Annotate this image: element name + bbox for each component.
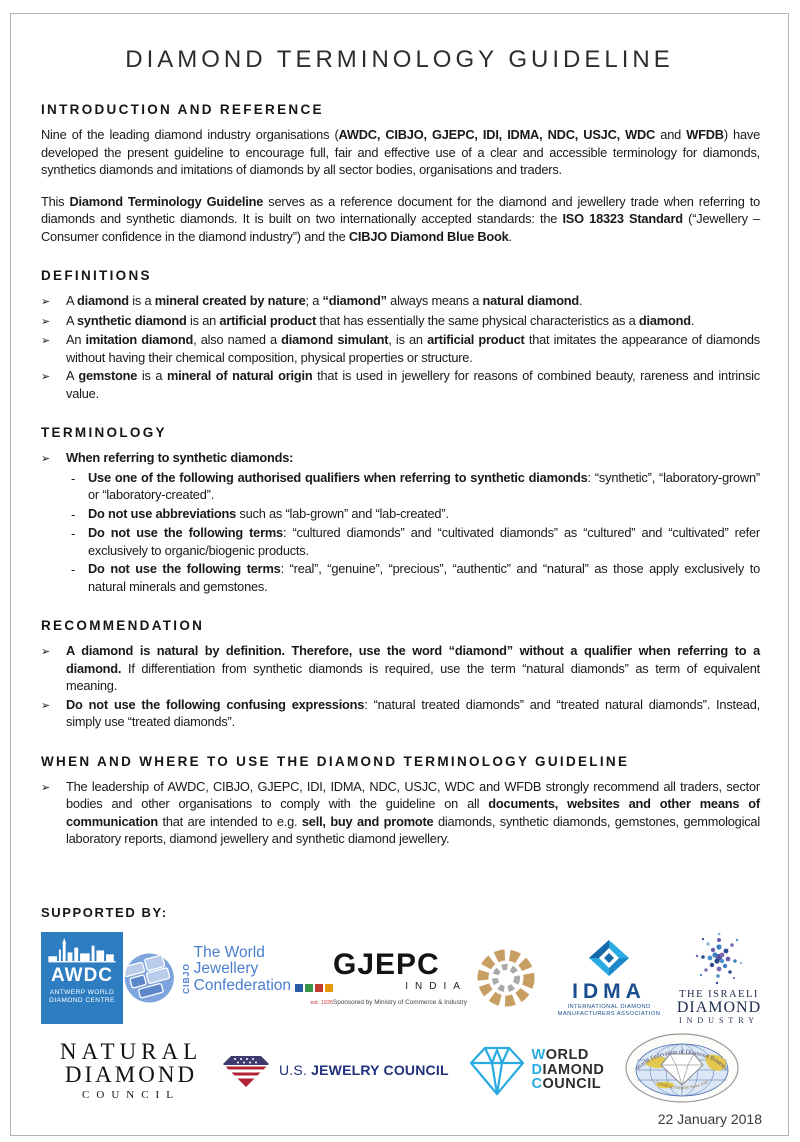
bold-text-run: mineral of natural origin <box>166 368 313 383</box>
text-run: that are intended to e.g. <box>157 813 302 829</box>
israeli-line1: THE ISRAELI <box>679 989 759 1000</box>
text-run: and <box>655 127 687 142</box>
page-title: DIAMOND TERMINOLOGY GUIDELINE <box>125 46 674 73</box>
bullet-item <box>41 367 760 402</box>
section-terminology <box>41 425 760 595</box>
logo-cibjo <box>123 945 333 1012</box>
wfdb-arc-bottom-text: Upholding Integrity Since 1947 <box>654 1078 710 1090</box>
section-heading: INTRODUCTION AND REFERENCE <box>41 102 324 117</box>
sub-bullet-text <box>88 560 760 595</box>
israeli-line2: DIAMOND <box>676 999 762 1016</box>
wdc-l1-initial: W <box>531 1047 546 1064</box>
text-run: . <box>690 312 695 328</box>
cibjo-est-text: est. 1926 <box>310 1000 333 1006</box>
bold-text-run: WFDB <box>686 127 724 142</box>
text-run: , is an <box>388 332 428 347</box>
antwerp-skyline-icon <box>48 938 116 963</box>
bullet-marker: ➢ <box>41 295 51 308</box>
bullet-marker: ➢ <box>41 780 51 794</box>
bullet-text <box>66 696 760 731</box>
logo-world-diamond-council <box>468 1042 605 1098</box>
bold-text-run: imitation diamond <box>85 332 194 347</box>
text-run: , also named a <box>193 332 282 347</box>
idma-wordmark: IDMA <box>572 979 646 1003</box>
sub-bullet-marker: - <box>71 562 76 577</box>
bold-text-run: CIBJO Diamond Blue Book <box>348 228 509 244</box>
text-run: : “natural treated diamonds” and “treated natural diamonds”. Instead, simply use “treated diamonds”. <box>66 696 760 729</box>
bullet-marker: ➢ <box>41 698 51 712</box>
gjepc-emblem-icon <box>475 947 537 1009</box>
sub-bullet-item <box>71 524 760 559</box>
bold-text-run: diamond <box>638 312 691 328</box>
bold-text-run: A diamond is natural by definition. Therefore, use the word “diamond” without a qualifier when referring to a diamond. <box>66 643 760 676</box>
bullet-text <box>66 331 760 366</box>
text-run: ) have developed the present guideline to encourage full, fair and effective use of a clear and accessible terminology for diamonds, synthetics diamonds and imitations of diamonds by all sector bodies, organisations and traders. <box>41 127 760 177</box>
text-run: that imitates the appearance of diamonds without having their chemical composition, physical properties or structure. <box>66 332 760 365</box>
cibjo-globe-icon <box>123 950 176 1006</box>
wdc-l2-initial: D <box>531 1061 543 1078</box>
text-run: A <box>66 293 77 308</box>
text-run: is an <box>186 312 220 328</box>
bullet-marker: ➢ <box>41 370 51 383</box>
text-run: that is used in jewellery for reasons of combined beauty, rareness and intrinsic value. <box>66 368 760 401</box>
bullet-text <box>66 312 760 331</box>
logo-us-jewelry-council <box>221 1051 449 1089</box>
wfdb-arc-top-text: World Federation of Diamond Bourses <box>634 1048 730 1072</box>
logo-israeli-diamond <box>673 931 765 1025</box>
text-run: : “real”, “genuine”, “precious”, “authentic” and “natural” as those apply exclusively to natural minerals and gemstones. <box>88 561 760 594</box>
bold-text-run: “diamond” <box>322 293 387 308</box>
gjepc-india-text: INDIA <box>405 981 467 992</box>
section-heading: TERMINOLOGY <box>41 425 167 440</box>
sub-bullet-marker: - <box>71 470 76 486</box>
text-run: . <box>579 293 583 308</box>
section-definitions <box>41 268 760 402</box>
text-run: is a <box>128 293 155 308</box>
cibjo-wordmark <box>194 945 333 1012</box>
logo-wfdb <box>623 1032 743 1109</box>
bold-text-run: Use one of the following authorised qualifiers when referring to synthetic diamonds <box>88 469 588 485</box>
bold-text-run: Diamond Terminology Guideline <box>69 193 264 209</box>
wdc-l2-rest: IAMOND <box>542 1061 605 1078</box>
usjc-wordmark <box>279 1062 449 1078</box>
israeli-line3: INDUSTRY <box>678 1016 759 1025</box>
text-run: If differentiation from synthetic diamonds is required, use the term “natural diamonds” as term of equivalent meaning. <box>66 660 760 693</box>
bullet-item <box>41 696 760 731</box>
sections <box>11 102 788 848</box>
bold-text-run: mineral created by nature <box>154 293 306 308</box>
bold-text-run: Do not use the following terms <box>88 561 281 576</box>
document-date: 22 January 2018 <box>657 1111 762 1127</box>
bold-text-run: diamond simulant <box>281 332 389 347</box>
bold-text-run: diamond <box>77 293 129 308</box>
footer <box>41 905 762 1127</box>
israeli-diamond-star-icon <box>686 931 752 989</box>
text-run: (“Jewellery – Consumer confidence in the diamond industry”) and the <box>41 211 760 244</box>
bold-text-run: Do not use the following confusing expressions <box>66 696 365 712</box>
bullet-marker: ➢ <box>41 452 51 465</box>
usjc-name: JEWELRY COUNCIL <box>311 1062 449 1078</box>
usjc-prefix: U.S. <box>279 1062 308 1078</box>
logo-gjepc <box>333 947 545 1009</box>
us-flag-diamond-icon <box>221 1051 271 1089</box>
wdc-wordmark <box>532 1048 605 1092</box>
cibjo-color-squares-icon <box>295 984 333 992</box>
bullet-text <box>66 449 760 468</box>
bullet-marker: ➢ <box>41 314 51 328</box>
text-run: A <box>66 312 77 328</box>
text-run: . <box>508 228 512 244</box>
bullet-item <box>41 449 760 468</box>
text-run: An <box>66 332 86 347</box>
idma-diamond-icon <box>587 939 631 977</box>
text-run: This <box>41 193 70 209</box>
sub-bullet-text <box>88 469 760 504</box>
logo-natural-diamond-council <box>60 1040 202 1101</box>
bullet-text <box>66 367 760 402</box>
bold-text-run: Do not use the following terms <box>88 525 283 540</box>
logo-row-2 <box>41 1033 762 1107</box>
awdc-wordmark: AWDC <box>50 965 114 986</box>
bullet-marker: ➢ <box>41 334 51 347</box>
text-run: A <box>66 368 79 383</box>
logo-row-1 <box>41 929 762 1027</box>
text-run: The leadership of AWDC, CIBJO, GJEPC, IDI, IDMA, NDC, USJC, WDC and WFDB strongly recommend all traders, sector bodies and other organisations to comply with the guideline on all <box>66 778 760 811</box>
text-run: : “cultured diamonds” and “cultivated diamonds” as “cultured” and “cultivated” refer exclusively to organic/biogenic products. <box>88 525 760 558</box>
text-run: ; a <box>305 293 323 308</box>
sub-bullet-item <box>71 560 760 595</box>
cibjo-line2: Confederation <box>193 976 291 994</box>
bold-text-run: gemstone <box>78 368 138 383</box>
bold-text-run: AWDC, CIBJO, GJEPC, IDI, IDMA, NDC, USJC, WDC <box>338 127 656 142</box>
cibjo-line1: The World Jewellery <box>193 943 265 977</box>
bold-text-run: documents, websites and other means of communication <box>66 796 760 829</box>
bold-text-run: Do not use abbreviations <box>88 505 237 521</box>
text-run: : “synthetic”, “laboratory-grown” or “laboratory-created”. <box>88 469 760 502</box>
text-run: diamonds, synthetic diamonds, gemstones, gemmological laboratory reports, diamond jewellery and synthetic diamond jewellery. <box>66 813 760 846</box>
bullet-marker: ➢ <box>41 645 51 658</box>
section-when-and-where <box>41 754 760 848</box>
text-run: serves as a reference document for the diamond and jewellery trade when referring to diamonds and synthetic diamonds. It is built on two internationally accepted standards: the <box>41 193 760 226</box>
sub-bullet-text <box>88 505 760 524</box>
wdc-l3-rest: OUNCIL <box>542 1076 602 1093</box>
idma-subtext: INTERNATIONAL DIAMOND MANUFACTURERS ASSOCIATION <box>557 1003 661 1017</box>
bold-text-run: ISO 18323 Standard <box>562 211 683 226</box>
bold-text-run: artificial product <box>427 332 525 347</box>
sub-bullet-item <box>71 469 760 504</box>
ndc-line2: DIAMOND <box>64 1061 198 1087</box>
bold-text-run: synthetic diamond <box>77 312 187 328</box>
paragraph <box>41 193 760 246</box>
bullet-item <box>41 642 760 695</box>
bullet-text <box>66 642 760 695</box>
wdc-diamond-outline-icon <box>468 1042 526 1098</box>
sub-bullet-marker: - <box>71 506 76 522</box>
ndc-line3: COUNCIL <box>82 1088 180 1101</box>
section-heading: RECOMMENDATION <box>41 618 205 633</box>
text-run: Nine of the leading diamond industry organisations ( <box>41 127 339 142</box>
bullet-text <box>66 778 760 848</box>
bullet-text <box>66 292 760 311</box>
wfdb-emblem-icon <box>623 1032 741 1104</box>
cibjo-vertical-wordmark: CIBJO <box>180 962 191 994</box>
bullet-item <box>41 312 760 331</box>
bullet-item <box>41 778 760 848</box>
gjepc-tagline: Sponsored by Ministry of Commerce & Industry <box>333 999 467 1006</box>
bold-text-run: sell, buy and promote <box>301 813 434 829</box>
text-run: always means a <box>386 293 483 308</box>
text-run: such as “lab-grown” and “lab-created”. <box>236 505 449 521</box>
logo-awdc <box>41 932 123 1024</box>
text-run: is a <box>137 368 167 383</box>
gjepc-wordmark: GJEPC <box>333 948 440 981</box>
bold-text-run: artificial product <box>219 312 317 328</box>
logo-idma <box>545 939 673 1018</box>
awdc-subtext: ANTWERP WORLD DIAMOND CENTRE <box>49 989 115 1004</box>
paragraph <box>41 126 760 179</box>
supported-by-label: SUPPORTED BY: <box>41 905 168 920</box>
bold-text-run: When referring to synthetic diamonds: <box>66 450 294 465</box>
text-run: that has essentially the same physical characteristics as a <box>316 312 639 328</box>
section-introduction <box>41 102 760 245</box>
bullet-item <box>41 331 760 366</box>
section-heading: WHEN AND WHERE TO USE THE DIAMOND TERMINOLOGY GUIDELINE <box>41 753 630 769</box>
section-recommendation <box>41 618 760 731</box>
sub-bullet-marker: - <box>71 526 76 541</box>
ndc-line1: NATURAL <box>59 1038 203 1064</box>
bullet-item <box>41 292 760 311</box>
wdc-l3-initial: C <box>531 1076 543 1093</box>
wdc-l1-rest: ORLD <box>545 1047 589 1064</box>
document-page <box>10 13 789 1136</box>
sub-bullet-item <box>71 505 760 524</box>
bold-text-run: natural diamond <box>482 293 580 308</box>
section-heading: DEFINITIONS <box>41 268 152 283</box>
sub-bullet-text <box>88 524 760 559</box>
